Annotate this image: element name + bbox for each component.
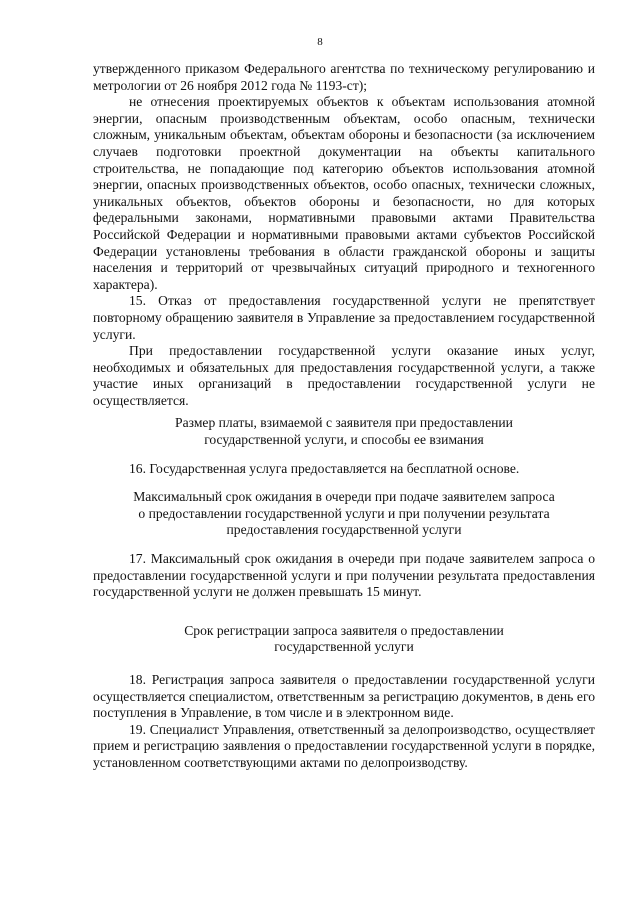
heading-line: о предоставлении государственной услуги и при получении результата [138, 505, 550, 521]
paragraph-18: 18. Регистрация запроса заявителя о предоставлении государственной услуги осуществляется специалистом, ответственным за регистрацию документов, в день его поступления в Управление, в том числе и в электронном виде. [93, 672, 595, 721]
heading-line: государственной услуги [274, 639, 414, 655]
paragraph-19: 19. Специалист Управления, ответственный за делопроизводство, осуществляет прием и регистрацию заявления о предоставлении государственной услуги в порядке, установленном соответствующими актами по делопроизводству. [93, 721, 595, 770]
heading-line: Размер платы, взимаемой с заявителя при предоставлении [175, 415, 513, 431]
section-heading-fee [93, 415, 595, 448]
document-body [93, 61, 595, 772]
heading-line: предоставления государственной услуги [226, 522, 462, 538]
paragraph-16: 16. Государственная услуга предоставляется на бесплатной основе. [129, 460, 520, 476]
paragraph-15-continued: При предоставлении государственной услуги оказание иных услуг, необходимых и обязательных для предоставления государственной услуги, а также участие иных организаций в предоставлении государственной услуги не осуществляется. [93, 343, 595, 408]
paragraph-exception-clause: не отнесения проектируемых объектов к объектам использования атомной энергии, опасным производственным объектам, особо опасным, технически сложным, уникальным объектам, объектам обороны и безопасности (за исключением случаев подготовки проектной документации на объекты капитального строительства, не попадающие под категорию объектов использования атомной энергии, опасных производственных объектов, особо опасных, технически сложных, уникальных объектов, объектов обороны и безопасности, но для которых федеральными законами, нормативными правовыми актами Правительства Российской Федерации и нормативными правовыми актами субъектов Российской Федерации установлены требования в области гражданской обороны и защиты населения и территорий от чрезвычайных ситуаций природного и техногенного характера). [93, 94, 595, 292]
paragraph-17: 17. Максимальный срок ожидания в очереди при подаче заявителем запроса о предоставлении государственной услуги и при получении результата предоставления государственной услуги не должен превышать 15 минут. [93, 551, 595, 600]
heading-line: Максимальный срок ожидания в очереди при подаче заявителем запроса [133, 489, 555, 505]
paragraph-15: 15. Отказ от предоставления государственной услуги не препятствует повторному обращению заявителя в Управление за предоставлением государственной услуги. [93, 293, 595, 342]
section-heading-registration [93, 623, 595, 656]
heading-line: Срок регистрации запроса заявителя о предоставлении [184, 622, 504, 638]
page-number: 8 [317, 36, 323, 48]
paragraph-continuation: утвержденного приказом Федерального агентства по техническому регулированию и метрологии от 26 ноября 2012 года № 1193-ст); [93, 61, 595, 93]
heading-line: государственной услуги, и способы ее взимания [204, 432, 484, 448]
section-heading-queue-time [93, 489, 595, 539]
